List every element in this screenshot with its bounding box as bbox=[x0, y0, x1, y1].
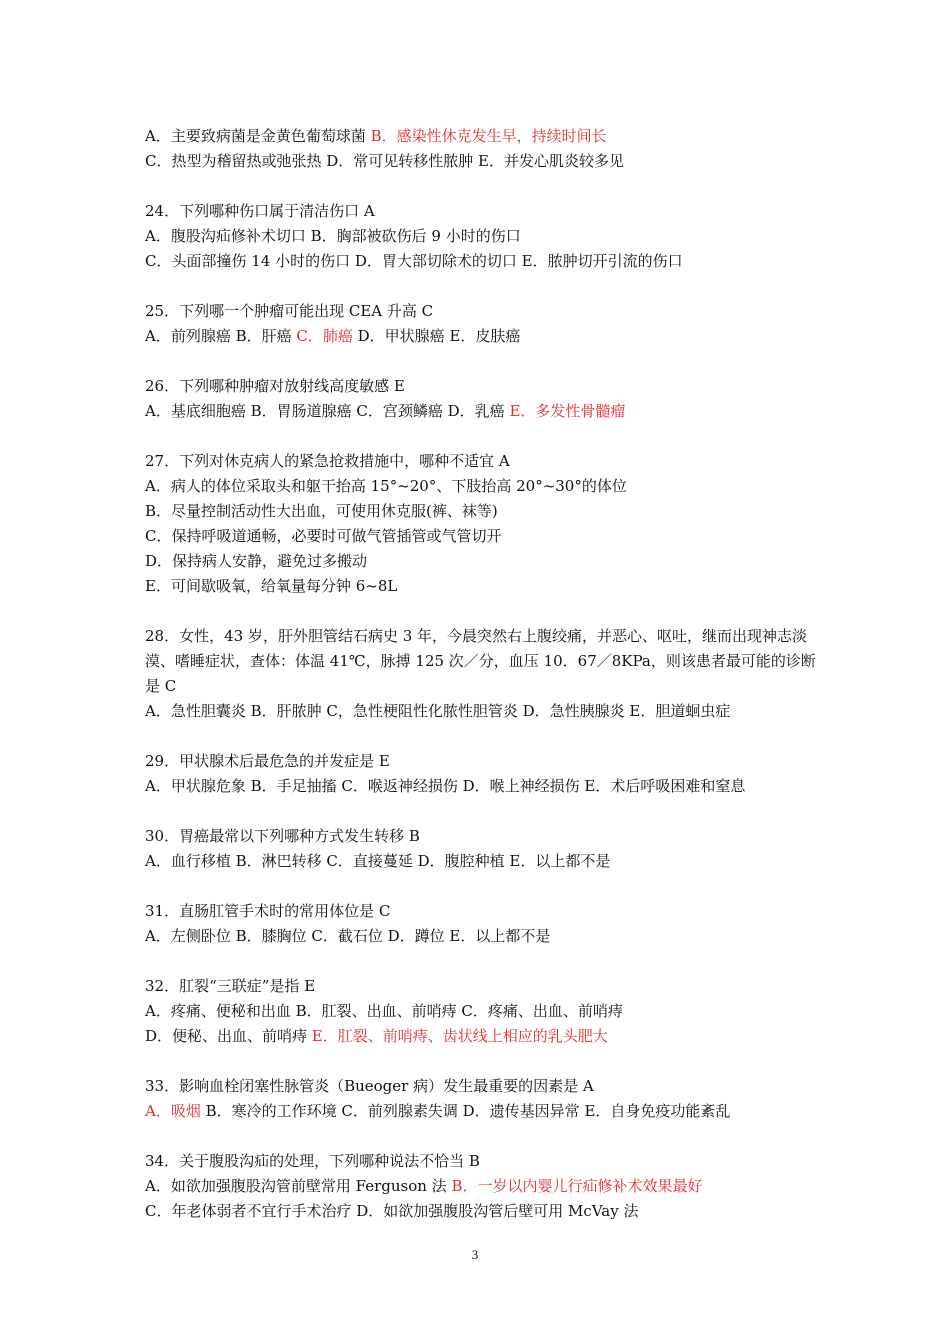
paragraph-gap bbox=[145, 949, 825, 974]
text-line bbox=[145, 774, 825, 799]
text-segment: C．保持呼吸道通畅，必要时可做气管插管或气管切开 bbox=[145, 527, 502, 545]
text-segment: D．便秘、出血、前哨痔 bbox=[145, 1027, 312, 1045]
text-line bbox=[145, 899, 825, 924]
text-line bbox=[145, 324, 825, 349]
text-segment: B．尽量控制活动性大出血，可使用休克服(裤、袜等) bbox=[145, 502, 498, 520]
text-segment: A．甲状腺危象 B．手足抽搐 C．喉返神经损伤 D．喉上神经损伤 E．术后呼吸困难和窒息 bbox=[145, 777, 746, 795]
text-segment: D．甲状腺癌 E．皮肤癌 bbox=[352, 327, 521, 345]
text-segment: 34．关于腹股沟疝的处理，下列哪种说法不恰当 B bbox=[145, 1152, 480, 1170]
text-segment: A．疼痛、便秘和出血 B．肛裂、出血、前哨痔 C．疼痛、出血、前哨痔 bbox=[145, 1002, 623, 1020]
text-line bbox=[145, 624, 825, 699]
text-segment: A．左侧卧位 B．膝胸位 C．截石位 D．蹲位 E．以上都不是 bbox=[145, 927, 551, 945]
paragraph-gap bbox=[145, 599, 825, 624]
text-segment: E．可间歇吸氧，给氧量每分钟 6~8L bbox=[145, 577, 398, 595]
text-segment: 29．甲状腺术后最危急的并发症是 E bbox=[145, 752, 390, 770]
text-segment: C．年老体弱者不宜行手术治疗 D．如欲加强腹股沟管后壁可用 McVay 法 bbox=[145, 1202, 639, 1220]
text-line bbox=[145, 999, 825, 1024]
question-content bbox=[145, 124, 825, 1224]
answer-highlight: C．肺癌 bbox=[296, 327, 353, 345]
text-segment: A．主要致病菌是金黄色葡萄球菌 bbox=[145, 127, 371, 145]
text-line bbox=[145, 974, 825, 999]
text-segment: 24．下列哪种伤口属于清洁伤口 A bbox=[145, 202, 375, 220]
paragraph-gap bbox=[145, 1049, 825, 1074]
text-line bbox=[145, 524, 825, 549]
text-line bbox=[145, 199, 825, 224]
text-segment: A．基底细胞癌 B．胃肠道腺癌 C．宫颈鳞癌 D．乳癌 bbox=[145, 402, 510, 420]
text-line bbox=[145, 299, 825, 324]
text-segment: D．保持病人安静，避免过多搬动 bbox=[145, 552, 368, 570]
paragraph-gap bbox=[145, 174, 825, 199]
text-line bbox=[145, 1074, 825, 1099]
paragraph-gap bbox=[145, 799, 825, 824]
paragraph-gap bbox=[145, 874, 825, 899]
text-line bbox=[145, 149, 825, 174]
text-segment: A．如欲加强腹股沟管前壁常用 Ferguson 法 bbox=[145, 1177, 452, 1195]
text-segment: A．急性胆囊炎 B．肝脓肿 C，急性梗阻性化脓性胆管炎 D．急性胰腺炎 E．胆道蛔虫症 bbox=[145, 702, 731, 720]
text-line bbox=[145, 574, 825, 599]
text-segment: 25．下列哪一个肿瘤可能出现 CEA 升高 C bbox=[145, 302, 434, 320]
text-line bbox=[145, 699, 825, 724]
text-segment: A．腹股沟疝修补术切口 B．胸部被砍伤后 9 小时的伤口 bbox=[145, 227, 521, 245]
text-line bbox=[145, 1099, 825, 1124]
paragraph-gap bbox=[145, 274, 825, 299]
text-segment: 26．下列哪种肿瘤对放射线高度敏感 E bbox=[145, 377, 405, 395]
page-number: 3 bbox=[471, 1247, 479, 1262]
text-line bbox=[145, 1149, 825, 1174]
answer-highlight: A．吸烟 bbox=[145, 1102, 201, 1120]
text-line bbox=[145, 399, 825, 424]
text-line bbox=[145, 824, 825, 849]
text-segment: 33．影响血栓闭塞性脉管炎（Bueoger 病）发生最重要的因素是 A bbox=[145, 1077, 594, 1095]
text-line bbox=[145, 1024, 825, 1049]
answer-highlight: E．多发性骨髓瘤 bbox=[509, 402, 626, 420]
text-segment: C．头面部撞伤 14 小时的伤口 D．胃大部切除术的切口 E．脓肿切开引流的伤口 bbox=[145, 252, 683, 270]
text-segment: A．病人的体位采取头和躯干抬高 15°~20°、下肢抬高 20°~30°的体位 bbox=[145, 477, 627, 495]
paragraph-gap bbox=[145, 424, 825, 449]
paragraph-gap bbox=[145, 724, 825, 749]
text-line bbox=[145, 224, 825, 249]
text-line bbox=[145, 499, 825, 524]
text-segment: 30．胃癌最常以下列哪种方式发生转移 B bbox=[145, 827, 420, 845]
text-segment: C．热型为稽留热或弛张热 D．常可见转移性脓肿 E．并发心肌炎较多见 bbox=[145, 152, 624, 170]
text-segment: B．寒冷的工作环境 C．前列腺素失调 D．遗传基因异常 E．自身免疫功能紊乱 bbox=[200, 1102, 731, 1120]
text-line bbox=[145, 549, 825, 574]
answer-highlight: E．肛裂、前哨痔、齿状线上相应的乳头肥大 bbox=[311, 1027, 608, 1045]
text-segment: A．血行移植 B．淋巴转移 C．直接蔓延 D．腹腔种植 E．以上都不是 bbox=[145, 852, 611, 870]
text-line bbox=[145, 924, 825, 949]
text-line bbox=[145, 124, 825, 149]
text-line bbox=[145, 849, 825, 874]
text-line bbox=[145, 474, 825, 499]
answer-highlight: B．感染性休克发生早，持续时间长 bbox=[370, 127, 607, 145]
text-segment: 28．女性，43 岁，肝外胆管结石病史 3 年，今晨突然右上腹绞痛，并恶心、呕吐，继而出现神志淡漠、嗜睡症状，查体：体温 41℃，脉搏 125 次／分，血压 10．67／8KPa，则该患者最可能的诊断是 C bbox=[145, 627, 816, 695]
answer-highlight: B．一岁以内婴儿行疝修补术效果最好 bbox=[451, 1177, 703, 1195]
text-line bbox=[145, 1199, 825, 1224]
text-line bbox=[145, 249, 825, 274]
text-segment: 32．肛裂“三联症”是指 E bbox=[145, 977, 316, 995]
text-segment: 27．下列对休克病人的紧急抢救措施中，哪种不适宜 A bbox=[145, 452, 510, 470]
text-line bbox=[145, 449, 825, 474]
text-line bbox=[145, 374, 825, 399]
text-line bbox=[145, 749, 825, 774]
text-segment: A．前列腺癌 B．肝癌 bbox=[145, 327, 297, 345]
paragraph-gap bbox=[145, 349, 825, 374]
paragraph-gap bbox=[145, 1124, 825, 1149]
text-segment: 31．直肠肛管手术时的常用体位是 C bbox=[145, 902, 391, 920]
text-line bbox=[145, 1174, 825, 1199]
